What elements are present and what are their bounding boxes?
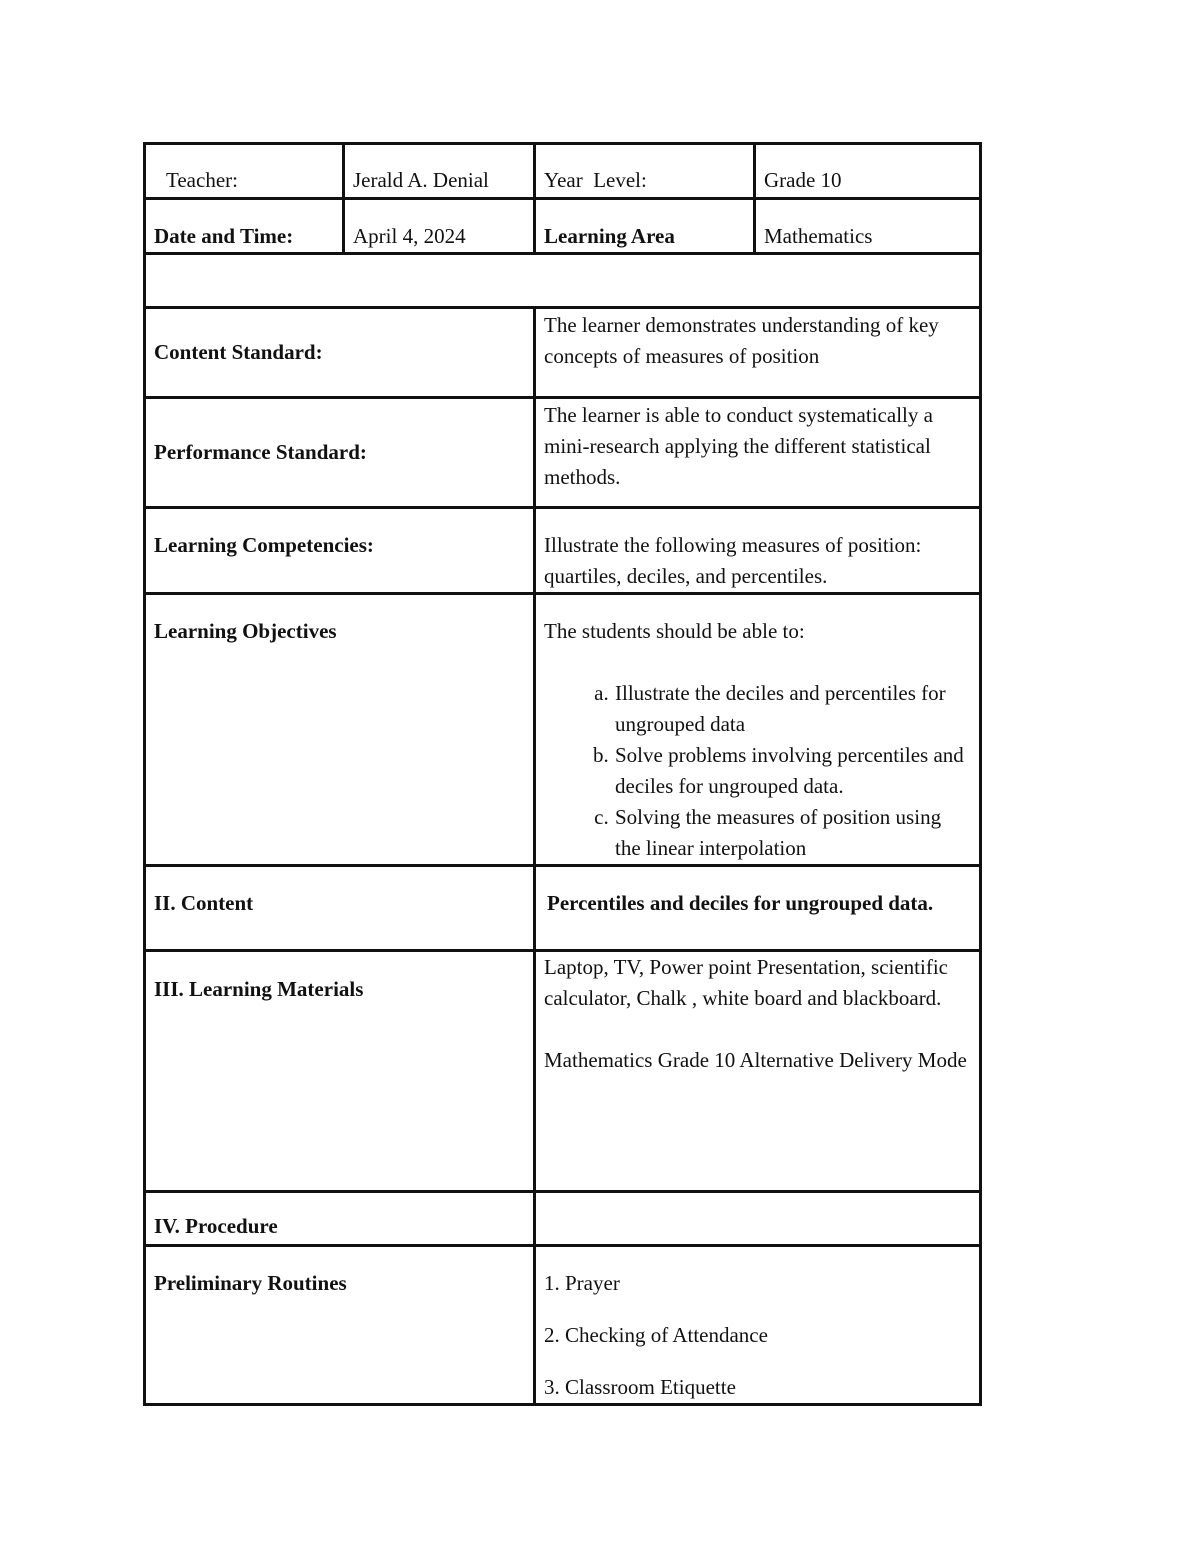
procedure-label: IV. Procedure [145,1192,535,1246]
objectives-cell [535,594,981,866]
objective-item: c. Solving the measures of position using the linear interpolation [614,802,971,864]
objective-item: b. Solve problems involving percentiles and deciles for ungrouped data. [614,740,971,802]
content-row [145,866,981,951]
competencies-label: Learning Competencies: [145,508,535,594]
date-row [145,199,981,254]
materials-row [145,951,981,1192]
lesson-plan-table [143,142,982,1406]
date-value: April 4, 2024 [344,199,535,254]
content-text: Percentiles and deciles for ungrouped data. [535,866,981,951]
objectives-row [145,594,981,866]
routine-item: 2. Checking of Attendance [544,1323,768,1347]
routines-row [145,1246,981,1405]
performance-standard-row [145,398,981,508]
date-label: Date and Time: [145,199,344,254]
performance-standard-label: Performance Standard: [145,398,535,508]
teacher-label: Teacher: [145,144,344,199]
materials-cell [535,951,981,1192]
learning-area-value: Mathematics [755,199,981,254]
content-standard-text: The learner demonstrates understanding of key concepts of measures of position [535,308,981,398]
routine-item: 3. Classroom Etiquette [544,1375,736,1399]
learning-area-label: Learning Area [535,199,755,254]
year-level-label: Year Level: [535,144,755,199]
blank-cell [145,254,981,308]
materials-text-2: Mathematics Grade 10 Alternative Delivery Mode [544,1048,967,1072]
performance-standard-text: The learner is able to conduct systematically a mini-research applying the different statistical methods. [535,398,981,508]
competencies-row [145,508,981,594]
content-label: II. Content [145,866,535,951]
blank-row [145,254,981,308]
objectives-label: Learning Objectives [145,594,535,866]
teacher-row [145,144,981,199]
procedure-row [145,1192,981,1246]
content-standard-label: Content Standard: [145,308,535,398]
objectives-list [544,678,971,864]
procedure-cell [535,1192,981,1246]
materials-label: III. Learning Materials [145,951,535,1192]
routines-cell [535,1246,981,1405]
competencies-text: Illustrate the following measures of position: quartiles, deciles, and percentiles. [535,508,981,594]
year-level-value: Grade 10 [755,144,981,199]
teacher-value: Jerald A. Denial [344,144,535,199]
objective-item: a. Illustrate the deciles and percentiles for ungrouped data [614,678,971,740]
materials-text-1: Laptop, TV, Power point Presentation, scientific calculator, Chalk , white board and blackboard. [544,955,948,1010]
content-standard-row [145,308,981,398]
routines-label: Preliminary Routines [145,1246,535,1405]
routine-item: 1. Prayer [544,1271,620,1295]
objectives-intro: The students should be able to: [544,619,805,643]
